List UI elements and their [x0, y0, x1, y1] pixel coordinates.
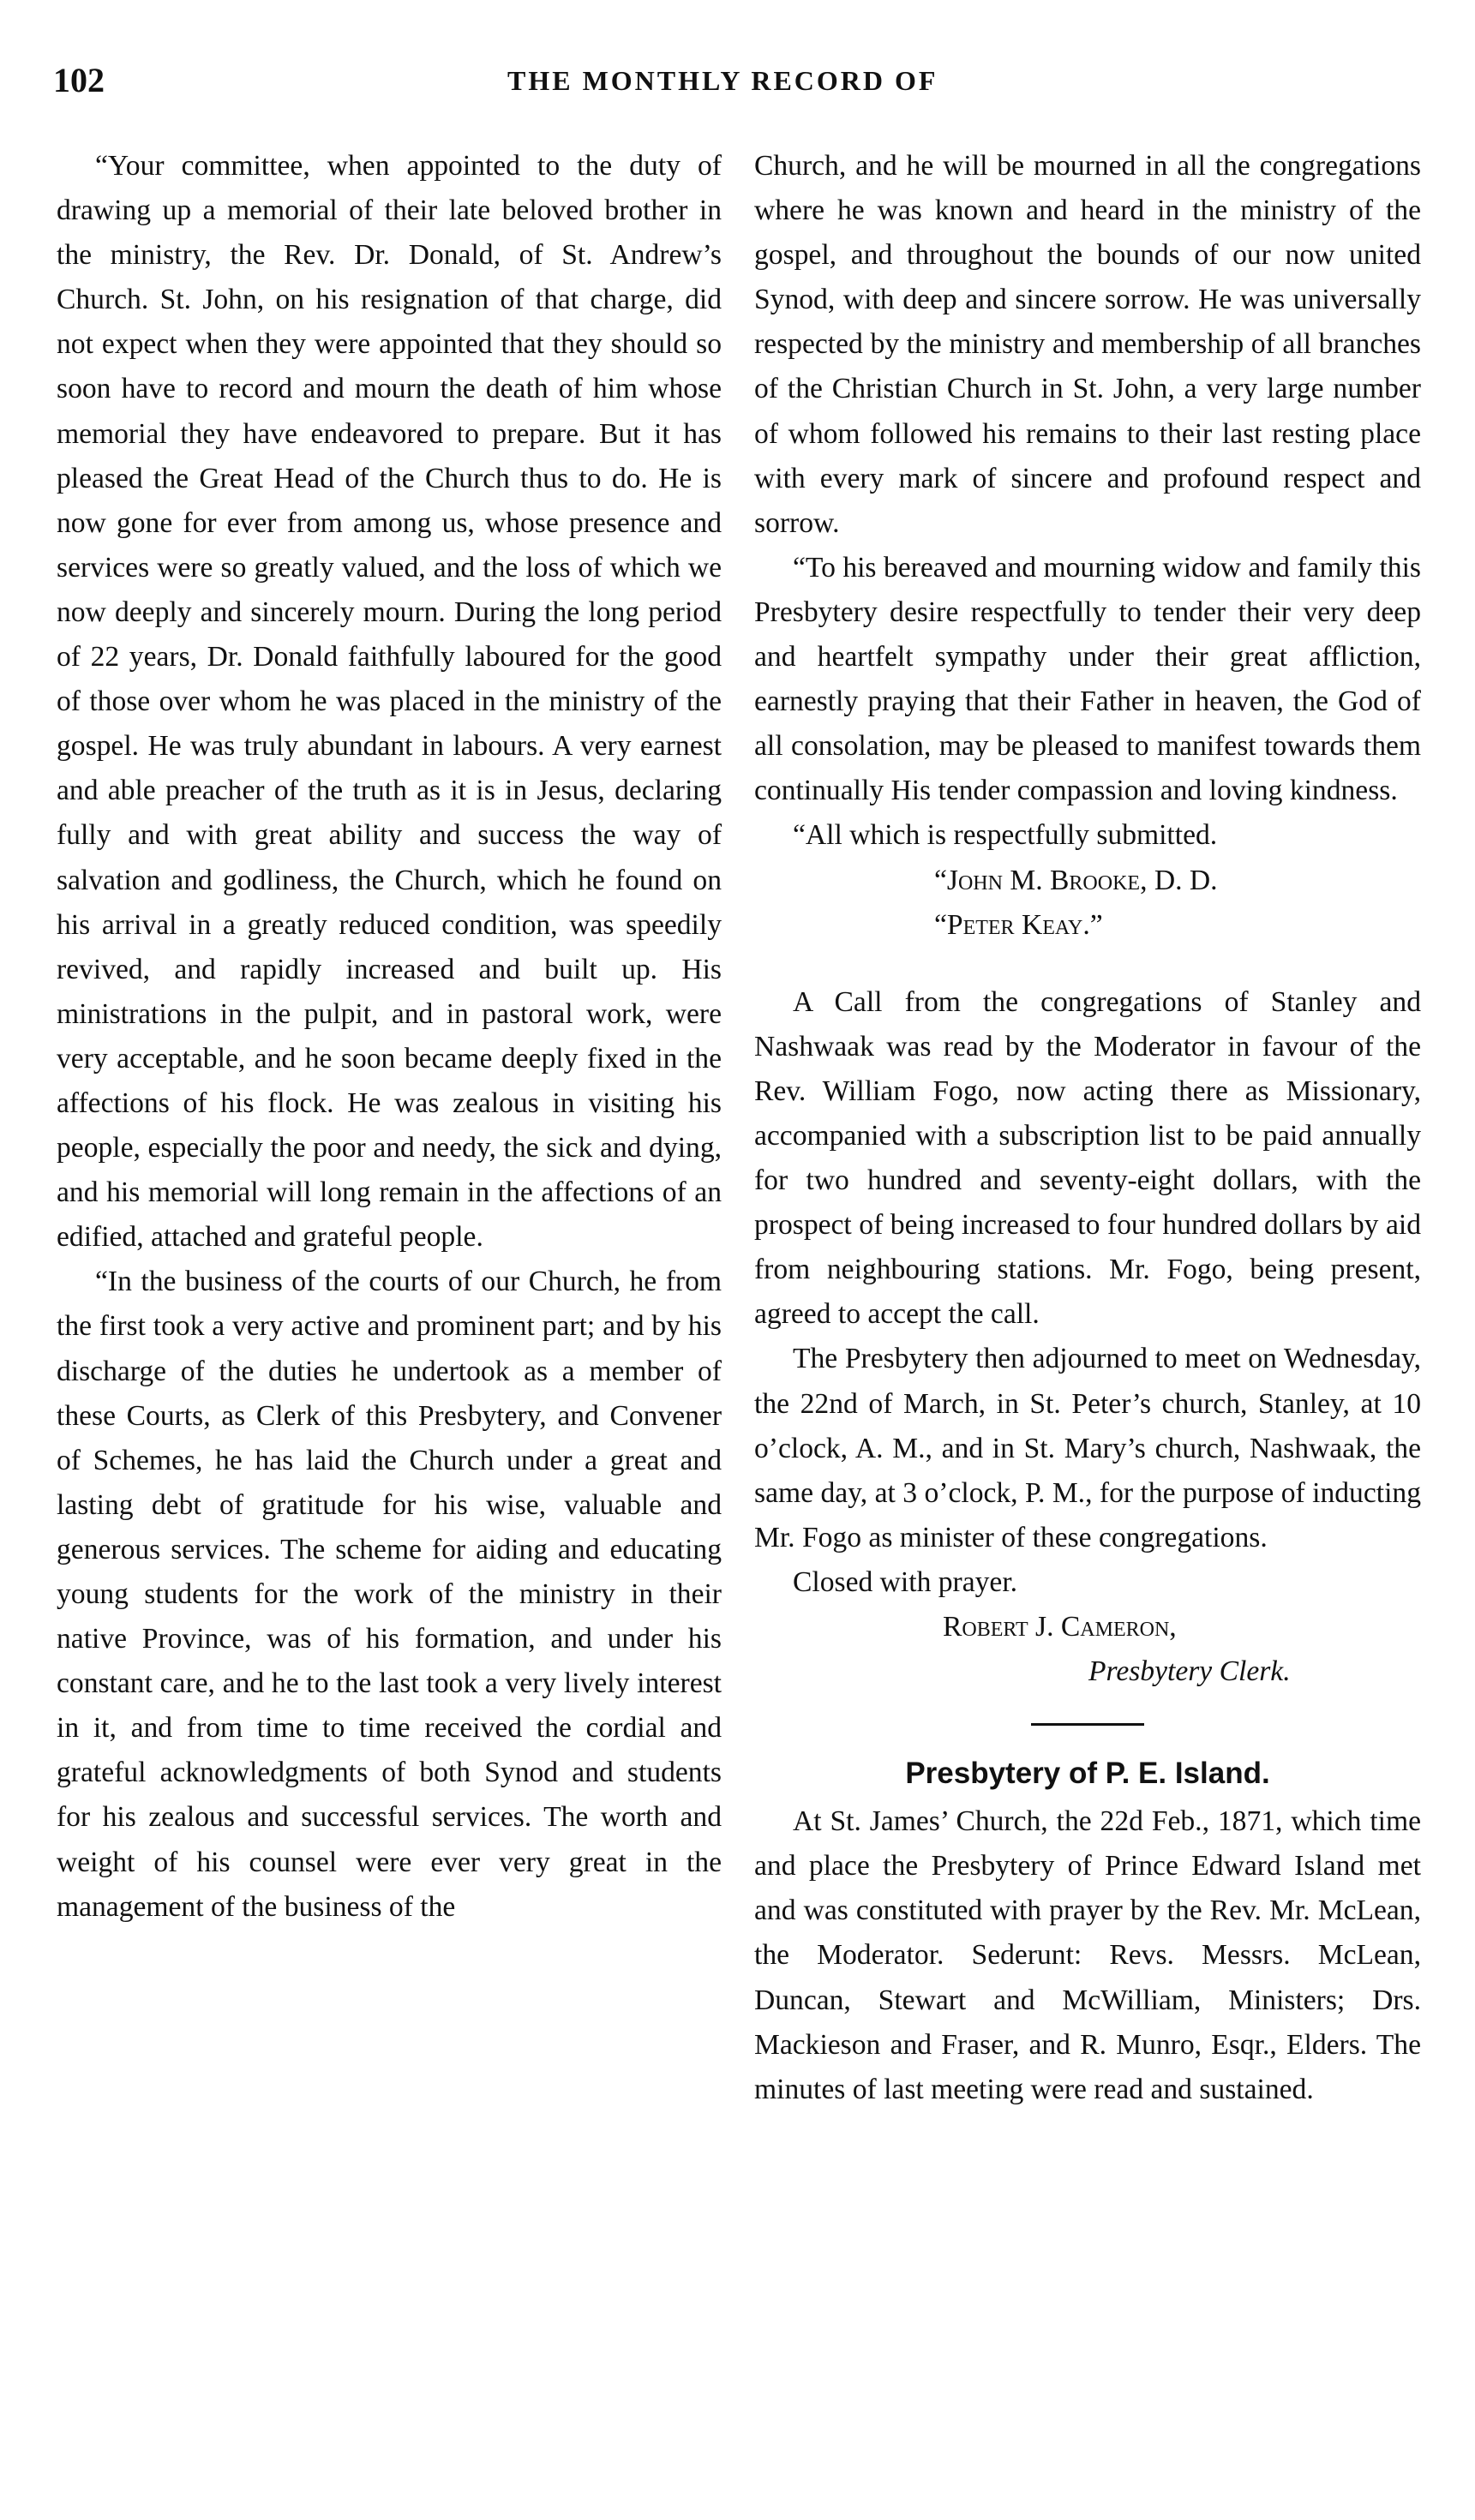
closed-line: Closed with prayer. — [793, 1565, 1018, 1598]
sympathy-paragraph: “To his bereaved and mourning widow and family this Presbytery desire respectfully to tender their very deep and heartfelt sympathy under their great affliction, earnestly praying that their Father in heaven, the God of all consolation, may be pleased to manifest towards them continually His tender compassion and loving kindness. — [754, 551, 1421, 807]
page-number: 102 — [53, 61, 105, 99]
submitted-line: “All which is respectfully submitted. — [793, 819, 1218, 852]
memorial-paragraph-2: “In the business of the courts of our Church, he from the first took a very active and prominent part; and by his discharge of the duties he undertook as a member of these Courts, as Clerk of this Presbytery, and Convener of Schemes, he has laid the Church under a great and lasting debt of gratitude for his wise, valuable and generous services. The scheme for aiding and educating young students for the work of the ministry in their native Province, was of his formation, and under his constant care, and he to the last took a very lively interest in it, and from time to time received the cordial and grateful acknowledgments of both Synod and students for his zealous and successful services. The worth and weight of his counsel were ever very great in the management of the business of the — [57, 1266, 722, 1923]
adjourn-paragraph: The Presbytery then adjourned to meet on Wednesday, the 22nd of March, in St. Peter’s church, Stanley, at 10 o’clock, A. M., and in St. Mary’s church, Nashwaak, the same day, at 3 o’clock, P. M., for the purpose of inducting Mr. Fogo as minister of these congregations. — [754, 1343, 1421, 1553]
left-column — [57, 144, 722, 1930]
call-paragraph: A Call from the congregations of Stanley and Nashwaak was read by the Moderator in favour of the Rev. William Fogo, now acting there as Missionary, accompanied with a subscription list to be paid annually for two hundred and seventy-eight dollars, with the prospect of being increased to four hundred dollars by aid from neighbouring stations. Mr. Fogo, being present, agreed to accept the call. — [754, 985, 1421, 1331]
signature-brooke: “John M. Brooke, D. D. — [934, 864, 1218, 896]
clerk-title: Presbytery Clerk. — [1088, 1655, 1291, 1688]
memorial-continuation: Church, and he will be mourned in all the congregations where he was known and heard in the ministry of the gospel, and throughout the bounds of our now united Synod, with deep and sincere sorrow. He was universally respected by the ministry and membership of all branches of the Christian Church in St. John, a very large number of whom followed his remains to their last resting place with every mark of sincere and profound respect and sorrow. — [754, 150, 1421, 539]
spacer — [754, 948, 1421, 980]
running-title: THE MONTHLY RECORD OF — [507, 65, 938, 96]
section-heading: Presbytery of P. E. Island. — [905, 1757, 1270, 1791]
right-column — [754, 144, 1421, 2112]
pei-paragraph: At St. James’ Church, the 22d Feb., 1871, which time and place the Presbytery of Prince Edward Island met and was constituted with prayer by the Rev. Mr. McLean, the Moderator. Sederunt: Revs. Messrs. McLean, Duncan, Stewart and McWilliam, Ministers; Drs. Mackieson and Fraser, and R. Munro, Esqr., Elders. The minutes of last meeting were read and sustained. — [754, 1805, 1421, 2105]
page-header — [53, 60, 1424, 111]
memorial-paragraph-1: “Your committee, when appointed to the duty of drawing up a memorial of their late beloved brother in the ministry, the Rev. Dr. Donald, of St. Andrew’s Church. St. John, on his resignation of that charge, did not expect when they were appointed that they should so soon have to record and mourn the death of him whose memorial they have endeavored to prepare. But it has pleased the Great Head of the Church thus to do. He is now gone for ever from among us, whose presence and services were so greatly valued, and the loss of which we now deeply and sincerely mourn. During the long period of 22 years, Dr. Donald faithfully laboured for the good of those over whom he was placed in the ministry of the gospel. He was truly abundant in labours. A very earnest and able preacher of the truth as it is in Jesus, declaring fully and with great ability and success the way of salvation and godliness, the Church, which he found on his arrival in a greatly reduced condition, was speedily revived, and rapidly increased and built up. His ministrations in the pulpit, and in pastoral work, were very acceptable, and he soon became deeply fixed in the affections of his flock. He was zealous in visiting his people, especially the poor and needy, the sick and dying, and his memorial will long remain in the affections of an edified, attached and grateful people. — [57, 150, 722, 1254]
clerk-name: Robert J. Cameron, — [943, 1611, 1177, 1643]
signature-keay: “Peter Keay.” — [934, 908, 1103, 941]
section-divider — [1031, 1723, 1144, 1726]
